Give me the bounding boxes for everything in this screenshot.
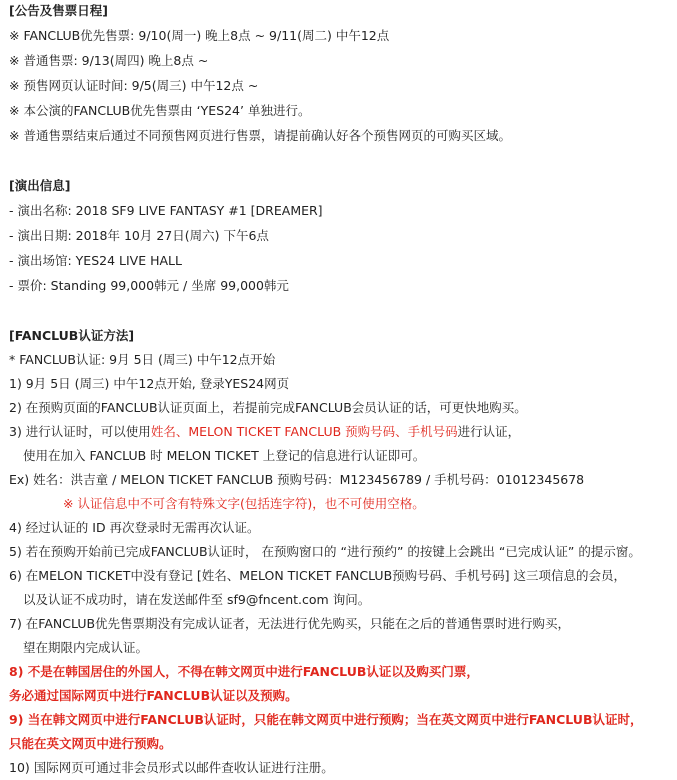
schedule-item: ※ 预售网页认证时间: 9/5(周三) 中午12点 ~ <box>9 78 259 93</box>
fanclub-step-continued: 以及认证不成功时，请在发送邮件至 sf9@fncent.com 询问。 <box>23 592 371 607</box>
fanclub-notice-red: 8) 不是在韩国居住的外国人，不得在韩文网页中进行FANCLUB认证以及购买门票， <box>9 664 479 679</box>
schedule-item: ※ 普通售票: 9/13(周四) 晚上8点 ~ <box>9 53 209 68</box>
fanclub-notice-red: 9) 当在韩文网页中进行FANCLUB认证时，只能在韩文网页中进行预购；当在英文网页中进行FANCLUB认证时， <box>9 712 643 727</box>
fanclub-warning: ※ 认证信息中不可含有特殊文字(包括连字符)，也不可使用空格。 <box>63 496 425 511</box>
schedule-item: ※ FANCLUB优先售票: 9/10(周一) 晚上8点 ~ 9/11(周二) 中午12点 <box>9 28 390 43</box>
fanclub-example: Ex) 姓名：洪吉童 / MELON TICKET FANCLUB 预购号码：M123456789 / 手机号码：01012345678 <box>9 472 585 487</box>
schedule-item: ※ 本公演的FANCLUB优先售票由 ‘YES24’ 单独进行。 <box>9 103 311 118</box>
fanclub-step: 1) 9月 5日 (周三) 中午12点开始, 登录YES24网页 <box>9 376 290 391</box>
fanclub-notice-red-continued: 务必通过国际网页中进行FANCLUB认证以及预购。 <box>9 688 298 703</box>
schedule-item: ※ 普通售票结束后通过不同预售网页进行售票，请提前确认好各个预售网页的可购买区域。 <box>9 128 511 143</box>
fanclub-step: 7) 在FANCLUB优先售票期没有完成认证者，无法进行优先购买，只能在之后的普通售票时进行购买， <box>9 616 571 631</box>
fanclub-step: 5) 若在预购开始前已完成FANCLUB认证时， 在预购窗口的 “进行预约” 的按键上会跳出 “已完成认证” 的提示窗。 <box>9 544 641 559</box>
section-header-schedule: [公告及售票日程] <box>9 3 108 18</box>
fanclub-step: 6) 在MELON TICKET中没有登记 [姓名、MELON TICKET FANCLUB预购号码、手机号码] 这三项信息的会员， <box>9 568 627 583</box>
fanclub-notice-red-continued: 只能在英文网页中进行预购。 <box>9 736 172 751</box>
fanclub-step-text: 3) 进行认证时，可以使用 <box>9 424 151 439</box>
fanclub-step-highlight: 姓名、MELON TICKET FANCLUB 预购号码、手机号码 <box>150 424 458 439</box>
performance-item: - 票价: Standing 99,000韩元 / 坐席 99,000韩元 <box>9 278 289 293</box>
section-header-fanclub: [FANCLUB认证方法] <box>9 328 135 343</box>
performance-item: - 演出名称: 2018 SF9 LIVE FANTASY #1 [DREAMER] <box>9 203 323 218</box>
performance-item: - 演出日期: 2018年 10月 27日(周六) 下午6点 <box>9 228 269 243</box>
fanclub-step: 10) 国际网页可通过非会员形式以邮件查收认证进行注册。 <box>9 760 334 775</box>
fanclub-auth-start: * FANCLUB认证: 9月 5日 (周三) 中午12点开始 <box>9 352 276 367</box>
section-header-performance: [演出信息] <box>9 178 71 193</box>
fanclub-step: 2) 在预购页面的FANCLUB认证页面上，若提前完成FANCLUB会员认证的话，可更快地购买。 <box>9 400 527 415</box>
performance-item: - 演出场馆: YES24 LIVE HALL <box>9 253 182 268</box>
fanclub-step-continued: 望在期限内完成认证。 <box>23 640 149 655</box>
fanclub-step: 4) 经过认证的 ID 再次登录时无需再次认证。 <box>9 520 260 535</box>
fanclub-step-text: 进行认证， <box>457 424 521 439</box>
fanclub-step <box>9 423 520 441</box>
fanclub-step-continued: 使用在加入 FANCLUB 时 MELON TICKET 上登记的信息进行认证即可。 <box>23 448 426 463</box>
